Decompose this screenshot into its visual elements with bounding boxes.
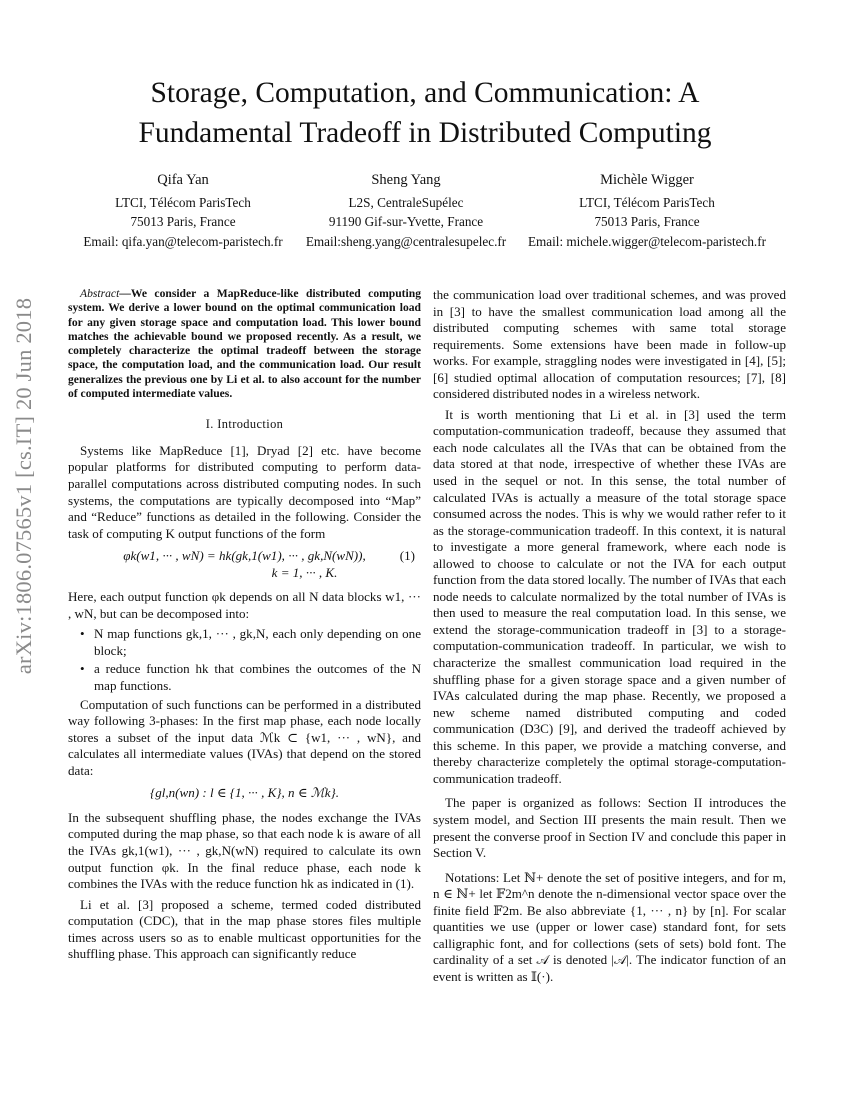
title-line-1: Storage, Computation, and Communication: A [150, 77, 700, 109]
author-address: 75013 Paris, France [594, 214, 700, 229]
author-1 [78, 171, 288, 251]
paragraph: Li et al. [3] proposed a scheme, termed coded distributed computation (CDC), that in the map phase stores files multiple times across users so as to enable multicast opportunities for the shuffling phase. This approach can significantly reduce [68, 896, 421, 962]
abstract-label: Abstract [80, 287, 120, 300]
equation-2: {gl,n(wn) : l ∈ {1, ··· , K}, n ∈ ℳk}. [150, 785, 339, 801]
author-email: Email: qifa.yan@telecom-paristech.fr [83, 233, 283, 249]
abstract-text: —We consider a MapReduce-like distributed computing system. We derive a lower bound on the optimal communication load for any given storage space and computation load. This lower bound matches the achievable bound we proposed recently. As a result, we completely characterize the optimal tradeoff between the storage space, the computation load, and the communication load. Our result generalizes the previous one by Li et al. to also account for the number of computed intermediate values. [68, 287, 421, 401]
author-name: Qifa Yan [157, 172, 209, 188]
paragraph: Notations: Let ℕ+ denote the set of positive integers, and for m, n ∈ ℕ+ let 𝔽2m^n denote the n-dimensional vector space over the finite field 𝔽2m. Be also abbreviate {1, ··· , n} by [n]. For scalar quantities we use (upper or lower case) standard font, for sets calligraphic font, and for collections (sets of sets) bold font. The cardinality of a set 𝒜 is denoted |𝒜|. The indicator function of an event is written as 𝕀(·). [433, 869, 786, 984]
right-column [433, 287, 786, 989]
author-affiliation: LTCI, Télécom ParisTech [579, 194, 715, 210]
author-email: Email:sheng.yang@centralesupelec.fr [305, 233, 507, 249]
equation-number: (1) [399, 548, 415, 564]
author-email: Email: michele.wigger@telecom-paristech.fr [527, 233, 767, 249]
author-2 [300, 171, 512, 251]
paper-title [0, 73, 850, 153]
title-line-2: Fundamental Tradeoff in Distributed Computing [138, 117, 712, 149]
author-address: 75013 Paris, France [130, 214, 236, 229]
left-column [68, 287, 421, 967]
paragraph: It is worth mentioning that Li et al. in [3] used the term computation-communication tradeoff, because they assumed that each node calculates all the IVAs that can be obtained from the data stored at that node, irrespective of whether these IVAs are used in the sequel or not. In this sense, the total number of calculated IVAs is actually a measure of the total storage space consumed across the nodes. This is why we would rather refer to it as the storage-communication tradeoff. In this context, it is natural to investigate a more general framework, where each node is allowed to choose to calculate or not the IVA for each output function from the data stored locally. The number of IVAs that each node needs to calculate normalized by the total number of IVAs is then used to measure the real computation load. In this sense, we extend the storage-communication tradeoff in [3] to a storage-computation-communication tradeoff. In particular, we wish to characterize the smallest communication load required in the shuffling phase for a given storage space and a given number of IVAs calculated during the map phase. Recently, we proposed a new scheme named distributed computing and coded communication (D3C) [9], and derived the tradeoff achieved by this scheme. In this paper, we provide a matching converse, and thereby characterize completely the optimal storage-computation-communication tradeoff. [433, 406, 787, 786]
paragraph: Here, each output function φk depends on all N data blocks w1, ··· , wN, but can be decomposed into: [68, 589, 421, 621]
author-affiliation: L2S, CentraleSupélec [348, 194, 464, 210]
equation-line: k = 1, ··· , K. [271, 564, 338, 580]
paragraph: The paper is organized as follows: Section II introduces the system model, and Section III presents the main result. Then we present the converse proof in Section IV and conclude this paper in Section V. [433, 795, 786, 861]
author-affiliation: LTCI, Télécom ParisTech [115, 194, 251, 210]
equation-line: φk(w1, ··· , wN) = hk(gk,1(w1), ··· , gk,N(wN)), [123, 548, 366, 564]
section-heading: I. Introduction [205, 417, 284, 432]
author-name: Sheng Yang [371, 172, 441, 188]
bullet-item: • N map functions gk,1, ··· , gk,N, each only depending on one block; [68, 626, 421, 659]
equation-1 [68, 548, 421, 581]
author-name: Michèle Wigger [600, 172, 694, 188]
paragraph: In the subsequent shuffling phase, the nodes exchange the IVAs computed during the map phase, so that each node k is aware of all the IVAs gk,1(w1), ··· , gk,N(wN) required to calculate its own output function φk. In the final reduce phase, each node k combines the IVAs with the reduce function hk as indicated in (1). [68, 809, 421, 892]
paragraph: Systems like MapReduce [1], Dryad [2] etc. have become popular platforms for distributed computing to perform data-parallel computations across distributed computing nodes. In such systems, the computations are typically decomposed into “Map” and “Reduce” functions as detailed in the following. Consider the task of computing K output functions of the form [68, 442, 421, 541]
bullet-item: • a reduce function hk that combines the outcomes of the N map functions. [68, 661, 421, 694]
author-3 [522, 171, 772, 251]
paragraph: Computation of such functions can be performed in a distributed way following 3-phases: In the first map phase, each node locally stores a subset of the input data ℳk ⊂ {w1, ··· , wN}, and calculates all intermediate values (IVAs) that depend on the stored data: [68, 696, 421, 778]
paragraph: the communication load over traditional schemes, and was proved in [3] to have the smallest communication load among all the distributed computing schemes with same total storage requirements. Some extensions have been made in follow-up works. For example, straggling nodes were investigated in [4], [5]; [6] studied optimal allocation of computation resources; [7], [8] considered distributed nodes in a wireless network. [433, 287, 786, 402]
abstract [68, 287, 421, 401]
arxiv-stamp: arXiv:1806.07565v1 [cs.IT] 20 Jun 2018 [11, 297, 36, 675]
author-address: 91190 Gif-sur-Yvette, France [328, 214, 484, 229]
